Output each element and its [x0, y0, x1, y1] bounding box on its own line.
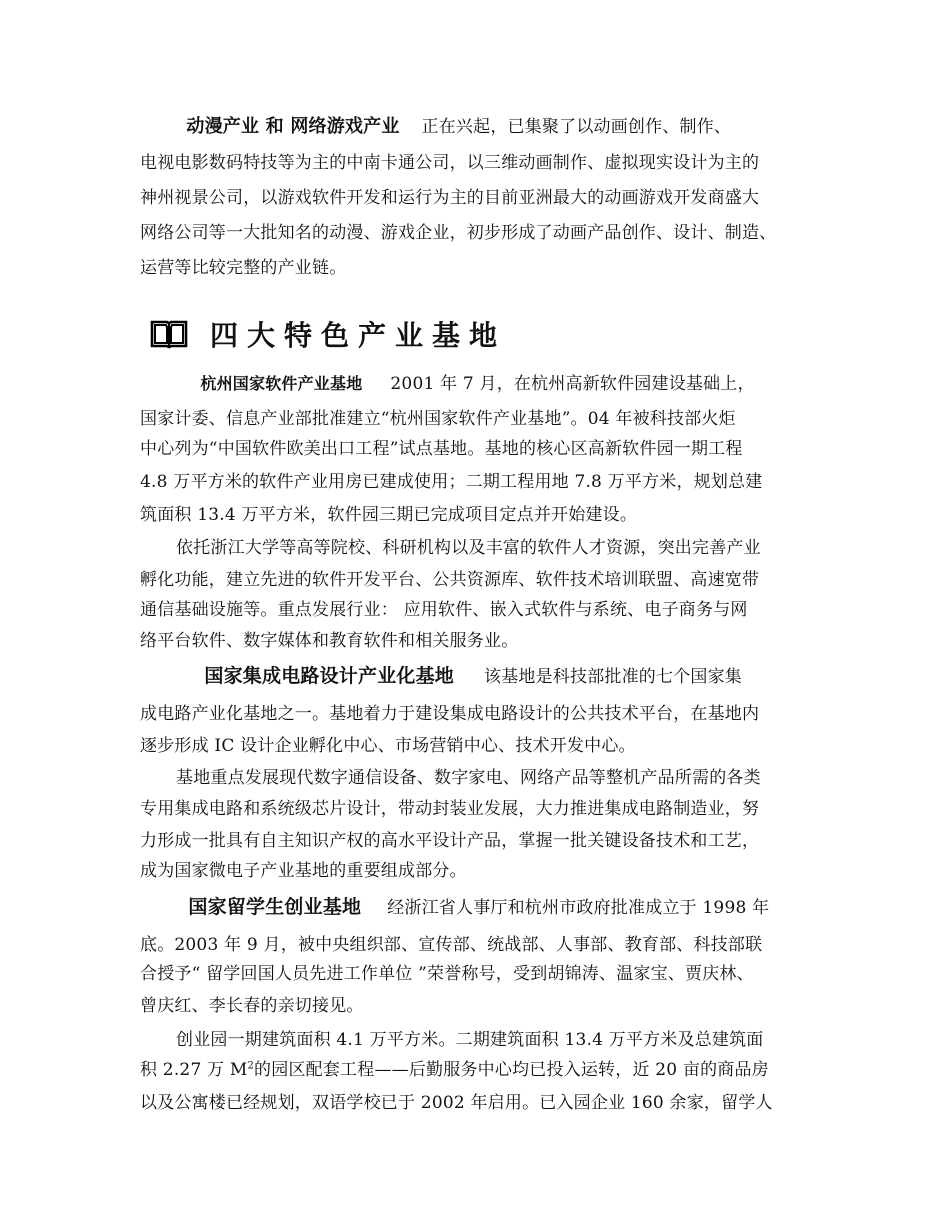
paragraph-line: 合授予“ 留学回国人员先进工作单位 ”荣誉称号，受到胡锦涛、温家宝、贾庆林、 — [140, 964, 754, 984]
paragraph-line: 运营等比较完整的产业链。 — [140, 258, 347, 278]
paragraph-heading: 国家集成电路设计产业化基地 — [204, 665, 454, 687]
paragraph-line: 底。2003 年 9 月，被中央组织部、宣传部、统战部、人事部、教育部、科技部联 — [140, 935, 763, 955]
paragraph-line: 国家计委、信息产业部批准建立“杭州国家软件产业基地”。04 年被科技部火炬 — [140, 409, 736, 429]
paragraph-line: 孵化功能，建立先进的软件开发平台、公共资源库、软件技术培训联盟、高速宽带 — [140, 570, 760, 590]
paragraph-line: 络平台软件、数字媒体和教育软件和相关服务业。 — [140, 631, 519, 651]
paragraph-line: 网络公司等一大批知名的动漫、游戏企业，初步形成了动画产品创作、设计、制造、 — [140, 223, 777, 243]
paragraph-line: 逐步形成 IC 设计企业孵化中心、市场营销中心、技术开发中心。 — [140, 736, 636, 756]
paragraph-line: 依托浙江大学等高等院校、科研机构以及丰富的软件人才资源，突出完善产业 — [176, 538, 761, 558]
paragraph-text: 2001 年 7 月，在杭州高新软件园建设基础上， — [390, 374, 755, 394]
paragraph-heading: 动漫产业 和 网络游戏产业 — [186, 116, 400, 137]
section-heading: 四大特色产业基地 — [210, 319, 507, 352]
section-title — [150, 314, 506, 354]
paragraph-text: 的园区配套工程——后勤服务中心均已投入运转，近 20 亩的商品房 — [254, 1060, 769, 1080]
paragraph-line: 专用集成电路和系统级芯片设计，带动封装业发展，大力推进集成电路制造业，努 — [140, 799, 760, 819]
paragraph-line — [176, 118, 731, 136]
paragraph-line: 电视电影数码特技等为主的中南卡通公司，以三维动画制作、虚拟现实设计为主的 — [140, 153, 760, 173]
paragraph-line: 创业园一期建筑面积 4.1 万平方米。二期建筑面积 13.4 万平方米及总建筑面 — [176, 1030, 764, 1050]
paragraph-text: 正在兴起，已集聚了以动画创作、制作、 — [421, 117, 732, 137]
paragraph-line — [140, 1062, 769, 1079]
book-icon — [150, 318, 188, 350]
paragraph-line: 通信基础设施等。重点发展行业： 应用软件、嵌入式软件与系统、电子商务与网 — [140, 600, 748, 620]
superscript: 2 — [247, 1060, 255, 1072]
paragraph-line: 成电路产业化基地之一。基地着力于建设集成电路设计的公共技术平台，在基地内 — [140, 704, 760, 724]
paragraph-line — [180, 898, 769, 917]
paragraph-heading: 国家留学生创业基地 — [188, 896, 362, 918]
paragraph-line: 神州视景公司，以游戏软件开发和运行为主的目前亚洲最大的动画游戏开发商盛大 — [140, 188, 760, 208]
paragraph-text: 经浙江省人事厅和杭州市政府批准成立于 1998 年 — [387, 898, 770, 918]
paragraph-line: 基地重点发展现代数字通信设备、数字家电、网络产品等整机产品所需的各类 — [176, 768, 761, 788]
paragraph-line: 曾庆红、李长春的亲切接见。 — [140, 996, 364, 1016]
paragraph-line: 力形成一批具有自主知识产权的高水平设计产品，掌握一批关键设备技术和工艺， — [140, 831, 760, 851]
paragraph-text: 积 2.27 万 M — [140, 1060, 248, 1080]
paragraph-line: 筑面积 13.4 万平方米，软件园三期已完成项目定点并开始建设。 — [140, 505, 638, 525]
paragraph-line: 中心列为“中国软件欧美出口工程”试点基地。基地的核心区高新软件园一期工程 — [140, 439, 743, 459]
paragraph-line — [190, 376, 755, 393]
paragraph-line: 成为国家微电子产业基地的重要组成部分。 — [140, 861, 467, 881]
paragraph-heading: 杭州国家软件产业基地 — [200, 374, 363, 393]
paragraph-line: 以及公寓楼已经规划，双语学校已于 2002 年启用。已入园企业 160 余家，留学人 — [140, 1093, 773, 1113]
paragraph-line: 4.8 万平方米的软件产业用房已建成使用；二期工程用地 7.8 万平方米，规划总建 — [140, 472, 763, 492]
paragraph-text: 该基地是科技部批准的七个国家集 — [484, 667, 742, 687]
paragraph-line — [194, 667, 742, 686]
